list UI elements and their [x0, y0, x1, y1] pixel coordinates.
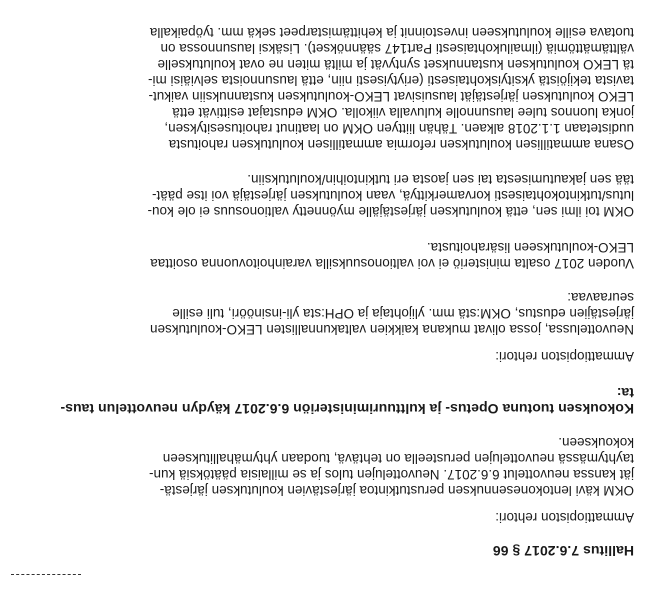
- section2-p2-line-2: LEKO-koulutukseen lisärahoitusta.: [426, 240, 634, 255]
- section2-p1-line-3: seuraavaa:: [567, 290, 634, 305]
- section2-p4-line-5: tavista tekijöistä yksityiskohtaisesti (eriytyisesti niin, että lausunnoista selviäisi mi-: [148, 73, 634, 88]
- section2-p3-line-2: lutus/tutkintokohtaisesti korvamerkittyä, vaan koulutuksen järjestäjä voi itse päät-: [151, 188, 634, 203]
- section1-paragraph-line-1: OKM kävi lentokonesennuksen perustutkintoa järjestävien koulutuksen järjestä-: [159, 483, 634, 498]
- section2-p4-line-1: Osana ammatillisen koulutuksen reformia ammatillisen koulutuksen rahoitusta: [168, 137, 634, 152]
- section1-paragraph-line-4: kokoukseen.: [558, 435, 634, 450]
- section2-p1-line-1: Neuvottelussa, jossa olivat mukana kaikkien valtakunnallisten LEKO-koulutuksen: [150, 322, 634, 337]
- section2-p2-line-1: Vuoden 2017 osalta ministeriö ei voi valtionosuuksilla varainhoitovuonna osoittaa: [150, 256, 634, 271]
- section2-p4-line-7: välttämättömiä (ilmailukohtaisesti Part147 säännökset). Lisäksi lausunnossa on: [160, 41, 634, 56]
- outcome-heading-line-1: Kokouksen tuotuna Opetus- ja kulttuuriministeriön 6.6.2017 käydyn neuvottelun taus-: [60, 401, 634, 417]
- section2-label: Ammattiopiston rehtori:: [495, 349, 634, 364]
- section2-p4-line-3: jonka luonnos tulee lausunnolle kuluvalla viikolla. OKM edustajat esittivät että: [172, 105, 634, 120]
- section2-p4-line-8: tuotava esille koulutukseen investoinnit ja kehittämistarpeet sekä mm. työpaikalla: [149, 25, 634, 40]
- section2-p3-line-1: OKM toi ilmi sen, että koulutuksen järjestäjälle myönnetty valtionosuus ei ole kou-: [147, 204, 634, 219]
- section2-p4-line-6: tä LEKO koulutuksen kustannukset syntyvät ja miltä miten ne ovat koulutukselle: [157, 57, 634, 72]
- meeting-heading: Hallitus 7.6.2017 § 66: [492, 543, 634, 559]
- separator-line: [11, 574, 81, 575]
- section2-p3-line-3: tää sen jakautumisesta tai sen jaosta eri tutkintoihin/koulutuksiin.: [247, 172, 634, 187]
- section1-paragraph-line-2: jät kanssa neuvottelut 6.6.2017. Neuvottelujen tulos ja se millaisia päätöksiä kun-: [148, 467, 634, 482]
- outcome-heading-line-2: ta:: [616, 385, 634, 401]
- section2-p4-line-4: LEKO koulutuksen järjestäjät lausuisivat LEKO-koulutuksen kustannuksiin vaikut-: [148, 89, 634, 104]
- section2-p1-line-2: järjestäjien edustus, OKM:stä mm. ylijohtaja ja OPH:sta yli-insinööri, tuli esille: [172, 306, 634, 321]
- section1-paragraph-line-3: tayhtymässä neuvottelujen perusteella on tehtävä, tuodaan yhtymähallitukseen: [162, 451, 634, 466]
- section1-label: Ammattiopiston rehtori:: [495, 510, 634, 525]
- section2-p4-line-2: uudistetaan 1.1.2018 alkaen. Tähän liittyen OKM on laatinut rahoitusesityksen,: [164, 121, 634, 136]
